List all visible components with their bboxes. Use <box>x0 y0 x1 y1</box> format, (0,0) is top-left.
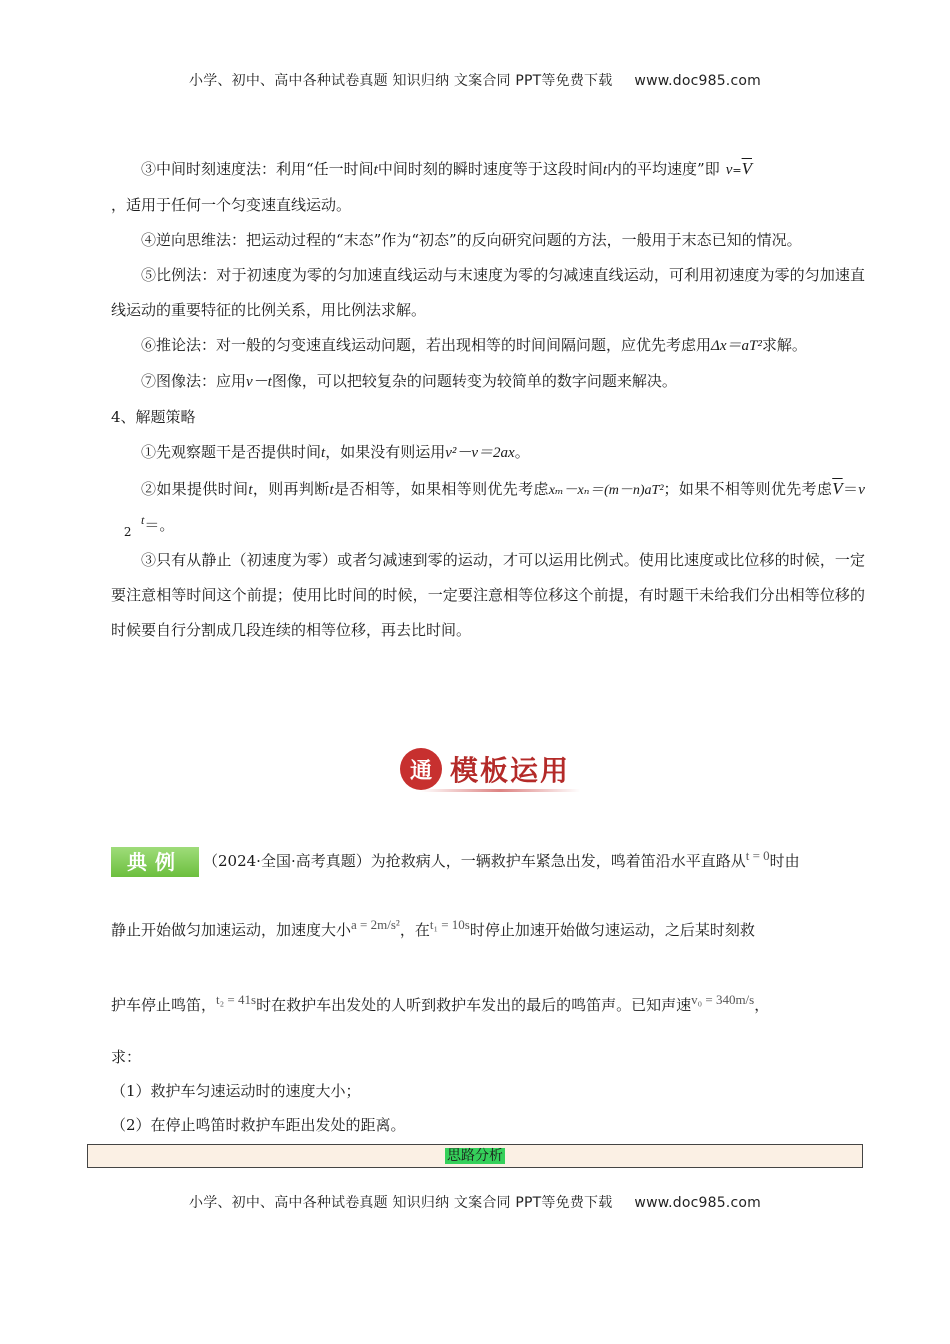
fraction: t 2 <box>123 513 145 539</box>
example-line-1: 典例 （2024·全国·高考真题）为抢救病人，一辆救护车紧急出发，鸣着笛沿水平直路从t = 0时由 <box>111 838 865 879</box>
strategy-2: ②如果提供时间t，则再判断t是否相等，如果相等则优先考虑xₘ－xₙ＝(m－n)aT²；如果不相等则优先考虑$\overline{V}=vt$ 2 ＝。 <box>111 471 865 543</box>
method-3-cont: ，适用于任何一个匀变速直线运动。 <box>111 196 352 214</box>
var-t2: t₂ = 41s <box>216 992 257 1007</box>
methods-section <box>111 151 865 648</box>
var-v0: v₀ = 340m/s <box>691 992 755 1007</box>
header-url[interactable]: www.doc985.com <box>634 73 761 89</box>
method-3: ③中间时刻速度法：利用“任一时间t中间时刻的瞬时速度等于这段时间t内的平均速度”即 $v=\overline{V}$ <box>141 159 752 178</box>
banner-title: 模板运用 <box>450 754 571 787</box>
question-intro: 求： <box>111 1048 142 1066</box>
footer-url[interactable]: www.doc985.com <box>634 1195 761 1211</box>
strategy-1: ①先观察题干是否提供时间t，如果没有则运用v²－v＝2ax。 <box>141 443 530 461</box>
var-t1: t₁ = 10s <box>429 917 470 932</box>
example-line-2: 静止开始做匀加速运动，加速度大小a = 2m/s²，在t₁ = 10s时停止加速开始做匀速运动，之后某时刻救 <box>111 905 865 950</box>
analysis-label: 思路分析 <box>447 1148 503 1164</box>
page-header <box>0 70 950 90</box>
page-footer <box>0 1192 950 1212</box>
method-4: ④逆向思维法：把运动过程的“末态”作为“初态”的反向研究问题的方法，一般用于末态已知的情况。 <box>141 231 802 249</box>
example-line-3: 护车停止鸣笛，t₂ = 41s时在救护车出发处的人听到救护车发出的最后的鸣笛声。已知声速v₀ = 340m/s， <box>111 980 865 1025</box>
question-1: （1）救护车匀速运动时的速度大小； <box>111 1082 361 1100</box>
var-t0: t = 0 <box>745 848 770 863</box>
template-banner <box>400 744 580 794</box>
example-questions <box>111 1040 865 1142</box>
method-5: ⑤比例法：对于初速度为零的匀加速直线运动与末速度为零的匀减速直线运动，可利用初速度为零的匀加速直线运动的重要特征的比例关系，用比例法求解。 <box>111 266 865 319</box>
analysis-box <box>87 1144 863 1168</box>
banner-underline <box>420 789 580 792</box>
strategy-3: ③只有从静止（初速度为零）或者匀减速到零的运动，才可以运用比例式。使用比速度或比位移的时候，一定要注意相等时间这个前提；使用比时间的时候，一定要注意相等位移这个前提，有时题干未给我们分出相等位移的时候要自行分割成几段连续的相等位移，再去比时间。 <box>111 551 865 639</box>
question-2: （2）在停止鸣笛时救护车距出发处的距离。 <box>111 1116 406 1134</box>
var-accel: a = 2m/s² <box>351 917 400 932</box>
strategy-title: 4、解题策略 <box>111 408 196 426</box>
tong-badge-icon: 通 <box>400 748 442 790</box>
method-6: ⑥推论法：对一般的匀变速直线运动问题，若出现相等的时间间隔问题，应优先考虑用Δx＝aT²求解。 <box>141 336 807 354</box>
footer-text: 小学、初中、高中各种试卷真题 知识归纳 文案合同 PPT等免费下载 <box>189 1195 613 1211</box>
example-tag: 典例 <box>111 847 199 877</box>
header-text: 小学、初中、高中各种试卷真题 知识归纳 文案合同 PPT等免费下载 <box>189 73 613 89</box>
method-7: ⑦图像法：应用v－t图像，可以把较复杂的问题转变为较简单的数字问题来解决。 <box>141 372 677 390</box>
